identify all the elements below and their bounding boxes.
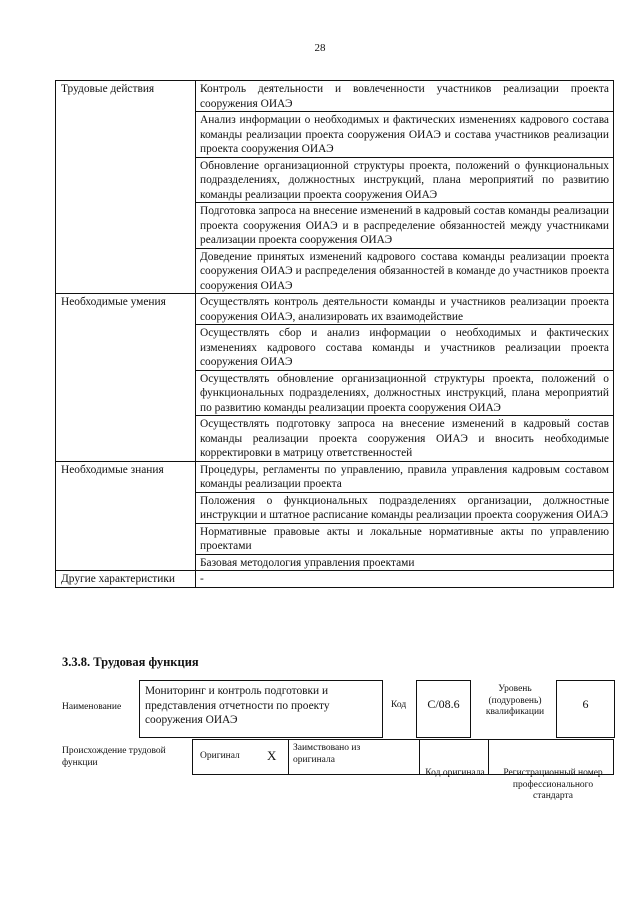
section-title: 3.3.8. Трудовая функция: [62, 655, 199, 669]
table-cell: Контроль деятельности и вовлеченности участников реализации проекта сооружения ОИАЭ: [196, 81, 614, 112]
code-box: [416, 680, 471, 738]
function-code: C/08.6: [427, 697, 460, 711]
row-label-knowledge: Необходимые знания: [56, 461, 196, 571]
table-cell: Осуществлять подготовку запроса на внесение изменений в кадровый состав команды реализации проекта сооружения ОИАЭ и вносить необходимые корректировки в матрицу ответственностей: [196, 416, 614, 462]
row-label-labor-actions: Трудовые действия: [56, 81, 196, 294]
table-cell: Нормативные правовые акты и локальные нормативные акты по управлению проектами: [196, 523, 614, 554]
table-cell: Анализ информации о необходимых и фактических изменениях кадрового состава команды реализации проекта сооружения ОИАЭ и состава участников реализации проекта сооружения ОИАЭ: [196, 112, 614, 158]
level-label: Уровень (подуровень) квалификации: [485, 684, 545, 717]
divider: [288, 739, 289, 774]
level-box: [556, 680, 615, 738]
name-label: Наименование: [62, 702, 122, 712]
table-row: [56, 294, 614, 325]
function-name: Мониторинг и контроль подготовки и представления отчетности по проекту сооружения ОИАЭ: [145, 685, 330, 726]
table-cell: Базовая методология управления проектами: [196, 554, 614, 571]
table-row: [56, 571, 614, 588]
divider: [488, 739, 489, 774]
page-number: 28: [314, 42, 326, 54]
table-cell: Процедуры, регламенты по управлению, правила управления кадровым составом команды реализации проекта: [196, 461, 614, 492]
table-cell: Осуществлять сбор и анализ информации о необходимых и фактических изменениях кадрового состава команды и участников реализации проекта сооружения ОИАЭ: [196, 325, 614, 371]
table-row: [56, 461, 614, 492]
origin-label: Происхождение трудовой функции: [62, 746, 166, 768]
requirements-table: [55, 80, 614, 588]
table-cell: Доведение принятых изменений кадрового состава команды реализации проекта сооружения ОИАЭ и распределения обязанностей в команде до участников проекта сооружения ОИАЭ: [196, 248, 614, 294]
table-cell: -: [196, 571, 614, 588]
row-label-skills: Необходимые умения: [56, 294, 196, 462]
code-label: Код: [391, 700, 407, 710]
reg-number-label: Регистрационный номер профессионального стандарта: [503, 768, 603, 801]
borrowed-label: Заимствовано из оригинала: [293, 743, 361, 765]
table-cell: Обновление организационной структуры проекта, положений о функциональных подразделениях, должностных инструкций, плана мероприятий по развитию команды реализации проекта сооружения ОИАЭ: [196, 157, 614, 203]
function-level: 6: [582, 697, 589, 711]
name-box: [139, 680, 383, 738]
original-label: Оригинал: [200, 751, 240, 761]
row-label-other: Другие характеристики: [56, 571, 196, 588]
table-cell: Положения о функциональных подразделениях организации, должностные инструкции и штатное расписание команды реализации проекта сооружения ОИАЭ: [196, 492, 614, 523]
divider: [419, 739, 420, 774]
table-cell: Подготовка запроса на внесение изменений в кадровый состав команды реализации проекта сооружения ОИАЭ и в распределение обязанностей между участниками реализации проекта сооружения ОИАЭ: [196, 203, 614, 249]
table-cell: Осуществлять обновление организационной структуры проекта, положений о функциональных подразделениях, должностных инструкций, плана мероприятий по развитию команды реализации проекта сооружения ОИАЭ: [196, 370, 614, 416]
original-mark: X: [267, 748, 277, 763]
code-original-label: Код оригинала: [425, 768, 485, 778]
table-cell: Осуществлять контроль деятельности команды и участников реализации проекта сооружения ОИАЭ, анализировать их взаимодействие: [196, 294, 614, 325]
table-row: [56, 81, 614, 112]
